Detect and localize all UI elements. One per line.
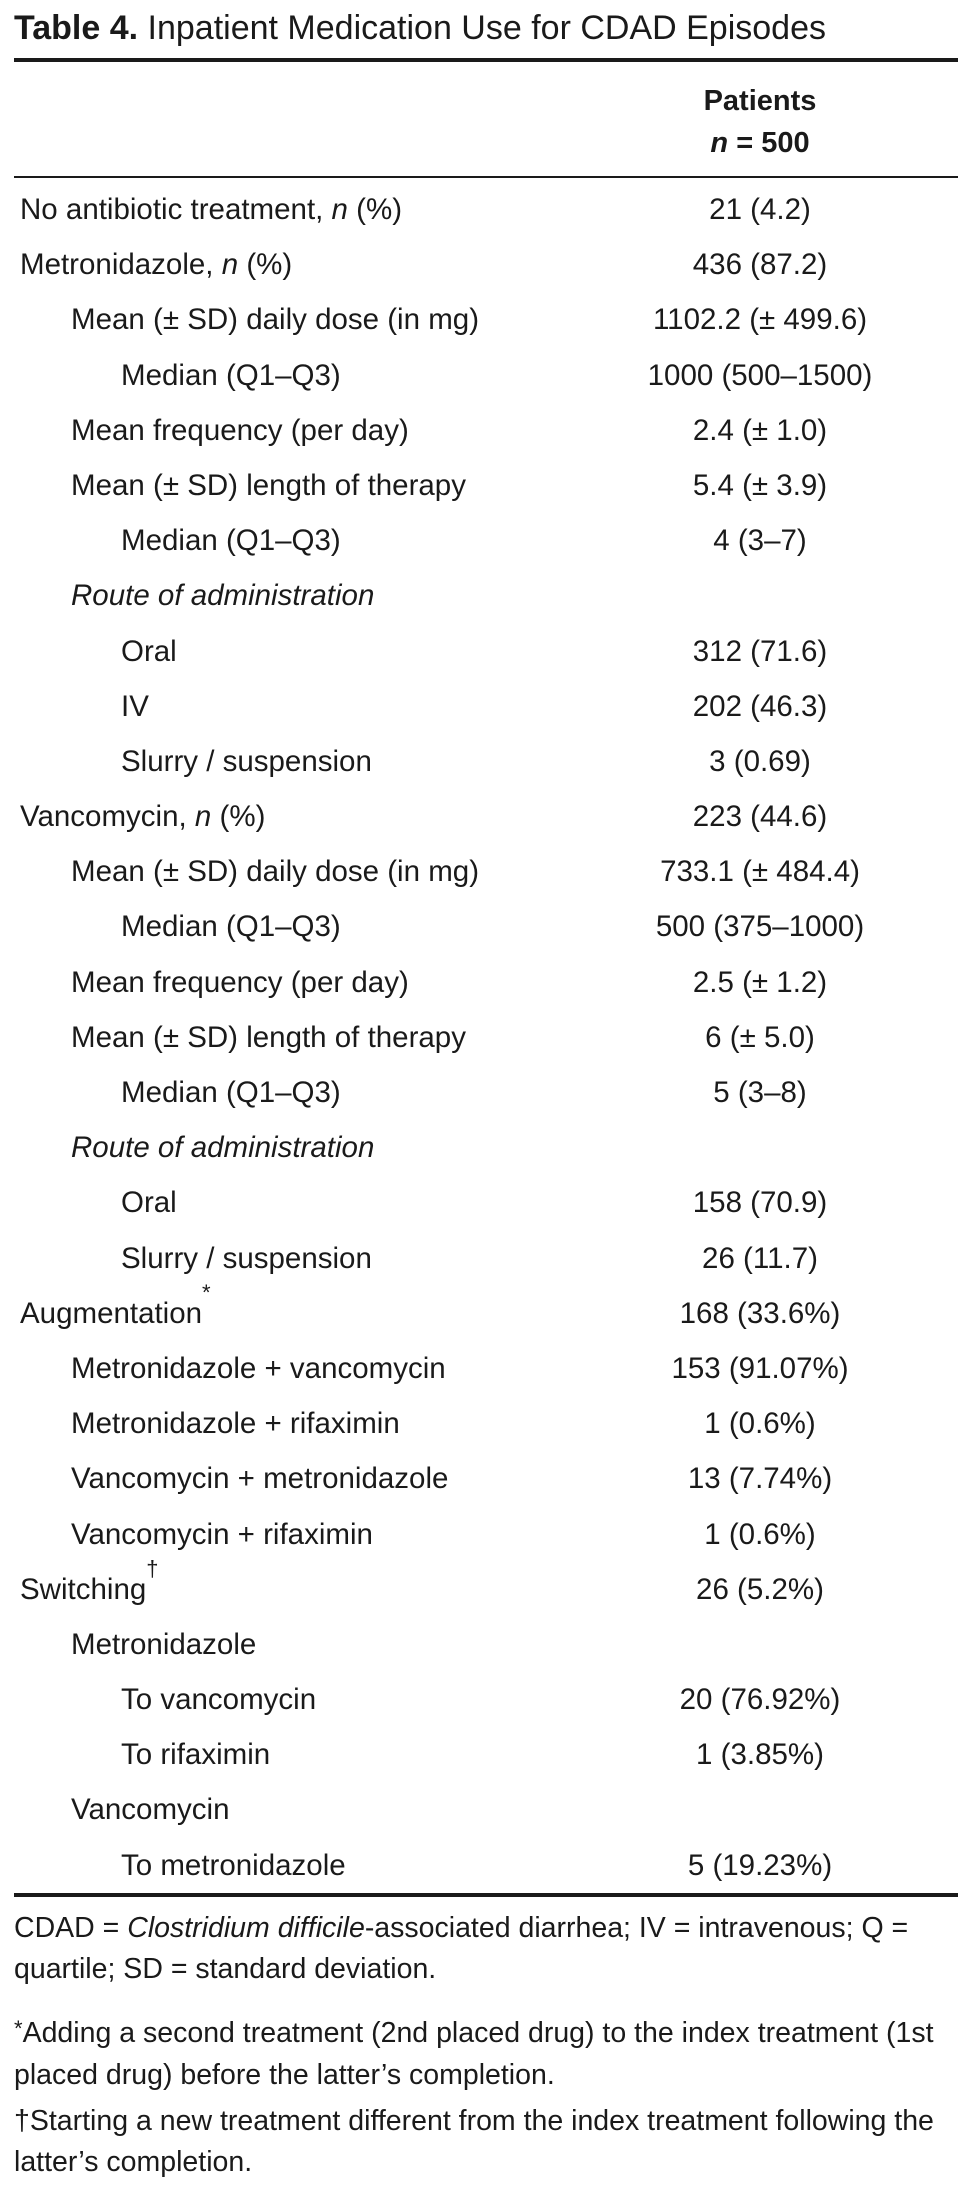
row-value: 26 (11.7) <box>702 1241 818 1275</box>
row-value: 2.5 (± 1.2) <box>692 965 828 999</box>
row-label: To metronidazole <box>121 1848 346 1882</box>
row-value: 21 (4.2) <box>709 193 811 226</box>
table-caption: Inpatient Medication Use for CDAD Episodes <box>147 9 826 47</box>
row-value: 13 (7.74%) <box>687 1462 833 1496</box>
row-value: 158 (70.9) <box>692 1186 828 1220</box>
row-label: Oral <box>121 634 177 668</box>
table-row <box>0 1555 972 1617</box>
table-row <box>0 1175 972 1230</box>
table-row <box>0 182 972 237</box>
row-label: No antibiotic treatment, n (%) <box>20 193 403 226</box>
row-label: Route of administration <box>71 1131 375 1165</box>
table-row <box>0 679 972 734</box>
table-row <box>0 1782 972 1837</box>
table-row <box>0 237 972 292</box>
row-label: Slurry / suspension <box>121 744 372 778</box>
row-label: To vancomycin <box>121 1683 317 1717</box>
table-row <box>0 1341 972 1396</box>
row-value: 3 (0.69) <box>709 744 811 778</box>
row-value: 5 (3–8) <box>713 1076 807 1109</box>
table-row <box>0 624 972 679</box>
row-value: 1 (0.6%) <box>704 1407 816 1441</box>
row-label: Metronidazole, n (%) <box>20 248 293 282</box>
row-label: Route of administration <box>71 579 375 613</box>
row-label: Mean (± SD) length of therapy <box>71 1020 466 1054</box>
row-value: 168 (33.6%) <box>679 1296 841 1330</box>
row-label: Mean (± SD) daily dose (in mg) <box>71 303 480 337</box>
table-row <box>0 1396 972 1451</box>
row-label: Vancomycin <box>71 1793 230 1827</box>
row-value: 1102.2 (± 499.6) <box>652 303 868 337</box>
row-value: 1000 (500–1500) <box>647 358 873 392</box>
row-value: 223 (44.6) <box>692 800 828 834</box>
column-header <box>620 80 900 164</box>
row-label: Augmentation* <box>20 1279 211 1330</box>
table-body <box>0 182 972 1893</box>
row-value: 436 (87.2) <box>692 248 828 282</box>
row-label: Median (Q1–Q3) <box>121 358 341 392</box>
table-row <box>0 1838 972 1893</box>
footnote-switching: †Starting a new treatment different from the index treatment following the latter’s completion. <box>14 2105 934 2178</box>
row-label: Metronidazole + vancomycin <box>71 1351 446 1385</box>
table-row <box>0 899 972 954</box>
row-value: 5.4 (± 3.9) <box>692 468 828 502</box>
row-label: Vancomycin + metronidazole <box>71 1462 449 1496</box>
row-label: Mean frequency (per day) <box>71 413 409 447</box>
table-row <box>0 1727 972 1782</box>
row-value: 733.1 (± 484.4) <box>660 855 860 889</box>
row-label: Mean (± SD) length of therapy <box>71 468 466 502</box>
table-row <box>0 734 972 789</box>
row-label: Median (Q1–Q3) <box>121 524 341 558</box>
footnote-augmentation: *Adding a second treatment (2nd placed drug) to the index treatment (1st placed drug) before the latter’s completion. <box>14 2016 934 2091</box>
row-label: Mean (± SD) daily dose (in mg) <box>71 855 480 889</box>
table-row <box>0 1231 972 1286</box>
table-row <box>0 789 972 844</box>
bottom-rule <box>14 1893 958 1897</box>
row-label: Median (Q1–Q3) <box>121 910 341 944</box>
row-value: 5 (19.23%) <box>687 1848 833 1882</box>
row-label: Vancomycin + rifaximin <box>71 1517 373 1551</box>
table-row <box>0 1672 972 1727</box>
row-value: 2.4 (± 1.0) <box>692 413 828 447</box>
column-header-title: Patients <box>703 85 817 117</box>
row-value: 20 (76.92%) <box>679 1683 841 1717</box>
row-value: 26 (5.2%) <box>696 1572 824 1606</box>
footnote-mark: † <box>146 1555 159 1581</box>
table-title <box>14 6 826 50</box>
table-row <box>0 1120 972 1175</box>
table-row <box>0 1065 972 1120</box>
row-value: 202 (46.3) <box>692 689 828 723</box>
row-label: Metronidazole + rifaximin <box>71 1407 400 1441</box>
row-value: 4 (3–7) <box>713 524 807 558</box>
row-value: 153 (91.07%) <box>671 1351 849 1385</box>
table-row <box>0 458 972 513</box>
table-row <box>0 348 972 403</box>
top-rule <box>14 58 958 62</box>
table-row <box>0 292 972 347</box>
footnote-abbreviations: CDAD = Clostridium difficile-associated diarrhea; IV = intravenous; Q = quartile; SD = standard deviation. <box>14 1912 909 1985</box>
table-row <box>0 513 972 568</box>
row-label: To rifaximin <box>121 1738 271 1772</box>
row-value: 312 (71.6) <box>692 634 828 668</box>
row-value: 1 (0.6%) <box>704 1517 816 1551</box>
row-label: Oral <box>121 1186 177 1220</box>
row-label: Mean frequency (per day) <box>71 965 409 999</box>
table-row <box>0 955 972 1010</box>
row-label: Median (Q1–Q3) <box>121 1076 341 1109</box>
table-row <box>0 1010 972 1065</box>
row-value: 1 (3.85%) <box>696 1738 824 1772</box>
column-header-n: n = 500 <box>710 127 810 159</box>
table-row <box>0 568 972 623</box>
table-row <box>0 1507 972 1562</box>
header-rule <box>14 176 958 178</box>
table-row <box>0 844 972 899</box>
row-value: 6 (± 5.0) <box>705 1020 815 1054</box>
table-row <box>0 1451 972 1506</box>
footnote-mark: * <box>202 1279 211 1305</box>
row-label: Vancomycin, n (%) <box>20 800 266 834</box>
row-label: Metronidazole <box>71 1627 257 1661</box>
row-label: Switching† <box>20 1555 159 1606</box>
row-label: Slurry / suspension <box>121 1241 372 1275</box>
table-row <box>0 1617 972 1672</box>
table-row <box>0 403 972 458</box>
table-number: Table 4. <box>14 9 139 47</box>
row-value: 500 (375–1000) <box>655 910 865 944</box>
row-label: IV <box>121 689 149 723</box>
table-row <box>0 1279 972 1341</box>
